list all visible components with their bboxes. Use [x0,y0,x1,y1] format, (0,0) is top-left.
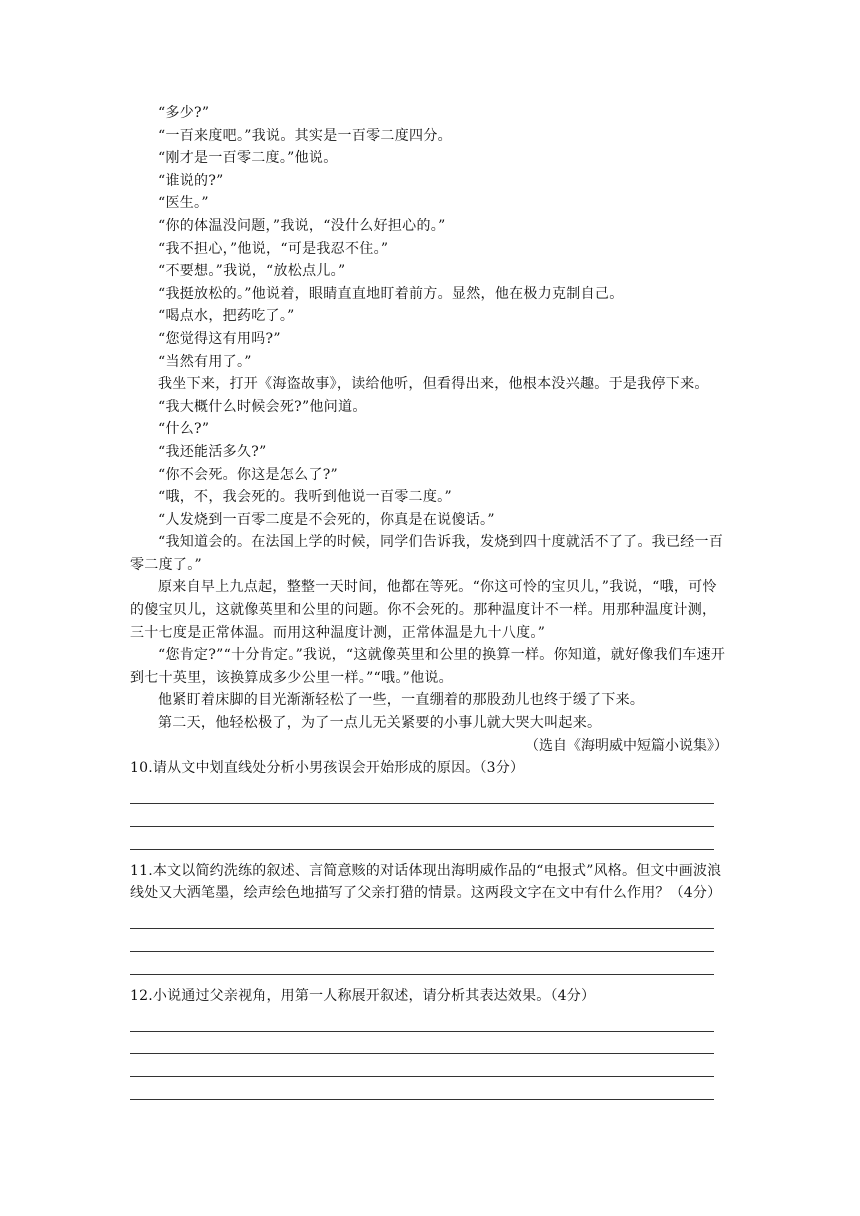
story-paragraph: “你的体温没问题，”我说，“没什么好担心的。” [158,217,446,234]
answer-line[interactable] [130,1009,714,1032]
answer-line[interactable] [130,952,714,975]
question-text: 11.本文以简约洗练的叙述、言简意赅的对话体现出海明威作品的“电报式”风格。但文中画波浪线处又大洒笔墨，绘声绘色地描写了父亲打猎的情景。这两段文字在文中有什么作用？（4分） [130,862,722,902]
answer-line[interactable] [130,907,714,930]
story-paragraph: “你不会死。你这是怎么了?” [158,466,339,483]
question-11 [130,860,730,975]
story-paragraph: “喝点水，把药吃了。” [158,308,295,325]
story-paragraph: “医生。” [158,195,209,212]
story-paragraph: “您肯定?”“十分肯定。”我说，“这就像英里和公里的换算一样。你知道，就好像我们车速开到七十英里，该换算成多少公里一样。”“哦。”他说。 [130,647,726,686]
story-paragraph: “不要想。”我说，“放松点儿。” [158,263,346,280]
answer-line[interactable] [130,929,714,952]
answer-area[interactable] [130,782,714,850]
answer-area[interactable] [130,1009,714,1099]
story-paragraph: 他紧盯着床脚的目光渐渐轻松了一些，一直绷着的那股劲儿也终于缓了下来。 [158,692,645,709]
story-paragraph: “我大概什么时候会死?”他问道。 [158,398,367,415]
story-source: （选自《海明威中短篇小说集》） [525,737,728,754]
story-paragraph: “当然有用了。” [158,353,252,370]
story-paragraph: “您觉得这有用吗?” [158,330,281,347]
answer-line[interactable] [130,1054,714,1077]
story-paragraph: 原来自早上九点起，整整一天时间，他都在等死。“你这可怜的宝贝儿，”我说，“哦，可怜的傻宝贝儿，这就像英里和公里的问题。你不会死的。那种温度计不一样。用那种温度计测，三十七度是正常体温。而用这种温度计测，正常体温是九十八度。” [130,579,717,641]
story-paragraph: “我还能活多久?” [158,443,267,460]
story-paragraph: “人发烧到一百零二度是不会死的，你真是在说傻话。” [158,511,495,528]
story-paragraph: “什么?” [158,421,210,438]
story-text [130,102,730,757]
question-12 [130,985,730,1100]
story-paragraph: “哦，不，我会死的。我听到他说一百零二度。” [158,489,452,506]
story-paragraph: “谁说的?” [158,172,224,189]
question-text: 10.请从文中划直线处分析小男孩误会开始形成的原因。（3分） [130,760,525,777]
page-content [130,102,730,1110]
question-10 [130,757,730,849]
story-paragraph: “多少?” [158,105,210,121]
question-text: 12.小说通过父亲视角，用第一人称展开叙述，请分析其表达效果。（4分） [130,987,596,1004]
answer-line[interactable] [130,827,714,850]
answer-line[interactable] [130,782,714,805]
story-paragraph: “我挺放松的。”他说着，眼睛直直地盯着前方。显然，他在极力克制自己。 [158,285,624,302]
story-paragraph: 第二天，他轻松极了，为了一点儿无关紧要的小事儿就大哭大叫起来。 [158,715,602,732]
answer-line[interactable] [130,1032,714,1055]
story-paragraph: “我不担心，”他说，“可是我忍不住。” [158,240,389,257]
story-paragraph: “我知道会的。在法国上学的时候，同学们告诉我，发烧到四十度就活不了了。我已经一百零二度了。” [130,534,724,573]
story-paragraph: “一百来度吧。”我说。其实是一百零二度四分。 [158,127,452,144]
story-paragraph: 我坐下来，打开《海盗故事》，读给他听，但看得出来，他根本没兴趣。于是我停下来。 [158,376,709,393]
answer-area[interactable] [130,907,714,975]
story-paragraph: “刚才是一百零二度。”他说。 [158,150,338,167]
answer-line[interactable] [130,804,714,827]
answer-line[interactable] [130,1077,714,1100]
